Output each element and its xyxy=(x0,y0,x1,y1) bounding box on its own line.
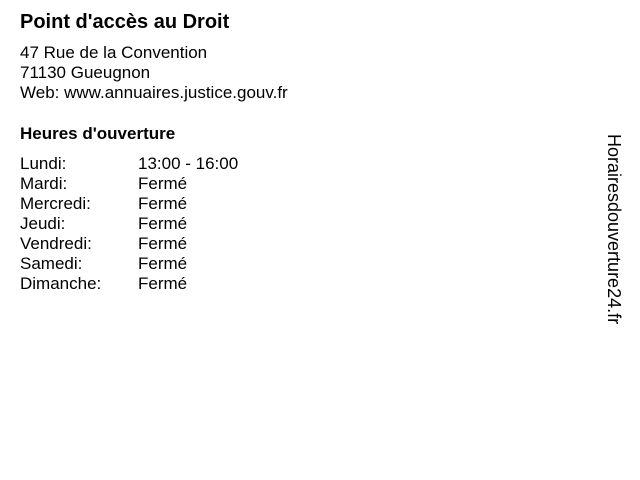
time-value: Fermé xyxy=(138,274,188,293)
business-name: Point d'accès au Droit xyxy=(20,11,230,33)
day-label: Mercredi: xyxy=(20,194,91,213)
time-value: 13:00 - 16:00 xyxy=(138,154,239,173)
hours-heading: Heures d'ouverture xyxy=(20,124,176,143)
opening-hours-table xyxy=(20,154,320,294)
day-label: Lundi: xyxy=(20,154,67,173)
hours-row-mardi xyxy=(20,174,320,194)
time-value: Fermé xyxy=(138,194,188,213)
day-label: Samedi: xyxy=(20,254,83,273)
day-label: Vendredi: xyxy=(20,234,92,253)
time-value: Fermé xyxy=(138,234,188,253)
day-label: Jeudi: xyxy=(20,214,66,233)
day-label: Mardi: xyxy=(20,174,68,193)
day-label: Dimanche: xyxy=(20,274,102,293)
time-value: Fermé xyxy=(138,254,188,273)
address-street: 47 Rue de la Convention xyxy=(20,43,208,62)
address-city: 71130 Gueugnon xyxy=(20,63,151,82)
hours-row-mercredi xyxy=(20,194,320,214)
hours-row-jeudi xyxy=(20,214,320,234)
hours-row-vendredi xyxy=(20,234,320,254)
site-watermark xyxy=(604,134,638,346)
hours-row-samedi xyxy=(20,254,320,274)
watermark-text: Horairesdouverture24.fr xyxy=(604,134,624,325)
time-value: Fermé xyxy=(138,214,188,233)
hours-row-dimanche xyxy=(20,274,320,294)
time-value: Fermé xyxy=(138,174,188,193)
address-block xyxy=(20,43,288,103)
hours-row-lundi xyxy=(20,154,320,174)
website-link[interactable]: Web: www.annuaires.justice.gouv.fr xyxy=(20,83,288,102)
